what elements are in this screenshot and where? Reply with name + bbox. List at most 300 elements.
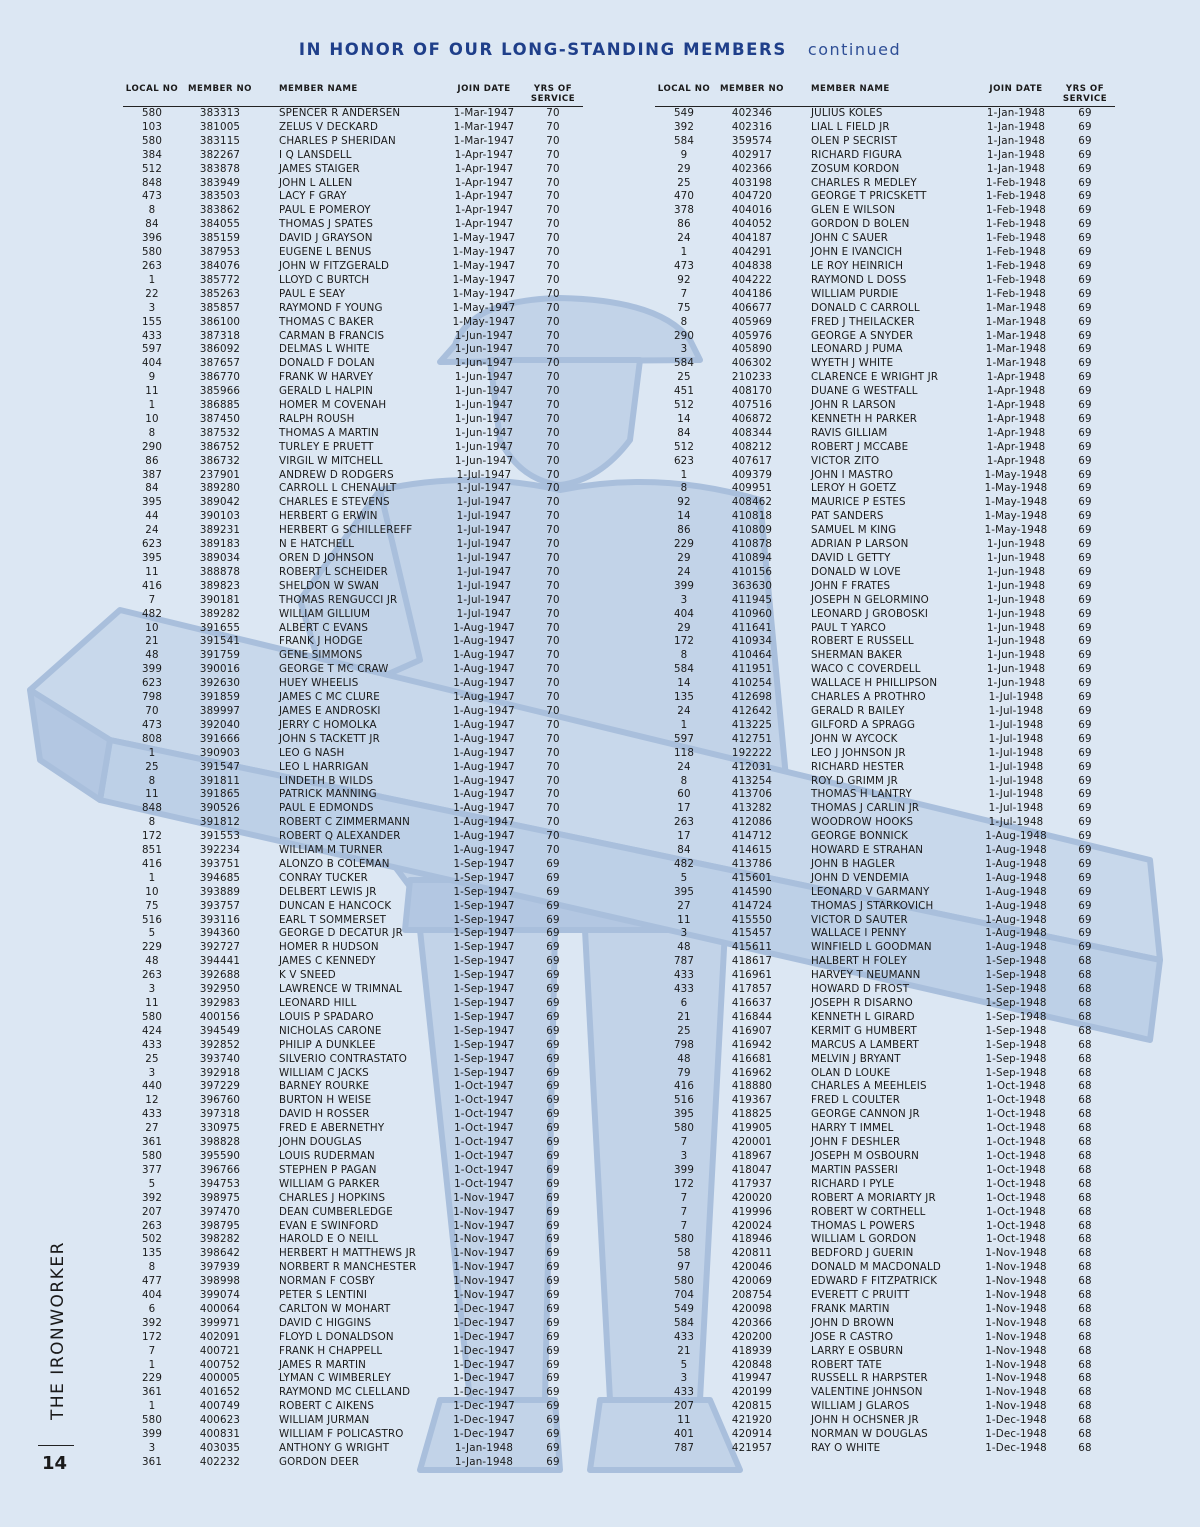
years-of-service-cell: 69 [546, 983, 560, 996]
member-name-cell: ALBERT C EVANS [279, 621, 369, 634]
member-no-cell: 390181 [199, 593, 241, 606]
member-no-cell: 420914 [731, 1428, 773, 1441]
local-no-cell: 48 [677, 941, 691, 954]
years-of-service-cell: 70 [546, 454, 560, 467]
years-of-service-cell: 69 [1078, 259, 1092, 272]
member-no-cell: 414590 [731, 885, 773, 898]
table-row [655, 608, 1115, 622]
years-of-service-cell: 69 [546, 885, 560, 898]
local-no-cell: 361 [141, 1386, 163, 1399]
local-no-cell: 451 [673, 385, 695, 398]
member-no-cell: 389183 [199, 538, 241, 551]
years-of-service-cell: 70 [546, 732, 560, 745]
member-name-cell: LEROY H GOETZ [811, 482, 897, 495]
local-no-cell: 482 [673, 857, 695, 870]
local-no-cell: 24 [677, 760, 691, 773]
member-name-cell: FRANK J HODGE [279, 635, 363, 648]
member-name-cell: JAMES STAIGER [279, 162, 360, 175]
member-name-cell: JOSEPH N GELORMINO [811, 593, 929, 606]
years-of-service-cell: 68 [1078, 1442, 1092, 1454]
member-name-cell: JOHN S TACKETT JR [279, 732, 380, 745]
join-date-cell: 1-Oct-1948 [986, 1122, 1046, 1135]
continued-label: continued [807, 40, 902, 59]
member-name-cell: CLARENCE E WRIGHT JR [811, 371, 939, 384]
local-no-cell: 7 [680, 287, 688, 300]
table-row [123, 190, 583, 204]
join-date-cell: 1-May-1947 [452, 273, 516, 286]
table-row [655, 1303, 1115, 1317]
local-no-cell: 549 [673, 1302, 695, 1315]
join-date-cell: 1-Dec-1947 [453, 1428, 515, 1441]
join-date-cell: 1-Oct-1947 [454, 1149, 514, 1162]
member-no-cell: 403198 [731, 176, 773, 189]
table-row [655, 1178, 1115, 1192]
local-no-cell: 60 [677, 788, 691, 801]
local-no-cell: 384 [141, 148, 163, 161]
years-of-service-cell: 69 [546, 969, 560, 982]
table-row [655, 482, 1115, 496]
local-no-cell: 290 [673, 329, 695, 342]
member-name-cell: GEORGE BONNICK [811, 830, 908, 843]
local-no-cell: 623 [673, 454, 695, 467]
table-row [123, 927, 583, 941]
local-no-cell: 387 [141, 468, 163, 481]
table-row [655, 1220, 1115, 1234]
join-date-cell: 1-Jan-1948 [986, 162, 1046, 175]
join-date-cell: 1-Jan-1948 [454, 1455, 514, 1468]
local-no-cell: 798 [673, 1038, 695, 1051]
member-no-cell: 393889 [199, 885, 241, 898]
member-no-cell: 398642 [199, 1247, 241, 1260]
member-name-cell: NORBERT R MANCHESTER [279, 1261, 417, 1274]
table-row [123, 274, 583, 288]
years-of-service-cell: 69 [1078, 148, 1092, 161]
years-of-service-cell: 69 [1078, 162, 1092, 175]
member-name-cell: OREN D JOHNSON [279, 552, 374, 564]
years-of-service-cell: 69 [1078, 552, 1092, 564]
member-name-cell: JOHN L ALLEN [279, 176, 353, 189]
member-name-cell: PATRICK MANNING [279, 788, 377, 801]
table-row [123, 496, 583, 510]
divider [38, 1445, 74, 1446]
join-date-cell: 1-Oct-1948 [986, 1080, 1046, 1093]
table-row [655, 677, 1115, 691]
years-of-service-cell: 69 [546, 1080, 560, 1093]
member-name-cell: I Q LANSDELL [279, 148, 352, 161]
table-row [123, 524, 583, 538]
table-row [655, 830, 1115, 844]
years-of-service-cell: 68 [1078, 1219, 1092, 1232]
member-no-cell: 394549 [199, 1024, 241, 1037]
table-row [123, 1150, 583, 1164]
join-date-cell: 1-Jul-1948 [988, 746, 1044, 759]
member-no-cell: 391553 [199, 830, 241, 843]
local-no-cell: 207 [141, 1205, 163, 1218]
member-no-cell: 386092 [199, 343, 241, 356]
table-row [123, 1386, 583, 1400]
member-no-cell: 419996 [731, 1205, 773, 1218]
member-no-cell: 410894 [731, 552, 773, 564]
years-of-service-cell: 70 [546, 120, 560, 133]
table-row [655, 747, 1115, 761]
join-date-cell: 1-Apr-1948 [986, 454, 1046, 467]
years-of-service-cell: 68 [1078, 1316, 1092, 1329]
table-row [655, 385, 1115, 399]
years-of-service-cell: 68 [1078, 1108, 1092, 1121]
join-date-cell: 1-May-1948 [984, 510, 1048, 523]
local-no-cell: 396 [141, 232, 163, 245]
member-name-cell: VIRGIL W MITCHELL [279, 454, 383, 467]
join-date-cell: 1-May-1947 [452, 301, 516, 314]
member-no-cell: 418967 [731, 1149, 773, 1162]
table-row [123, 900, 583, 914]
local-no-cell: 263 [673, 816, 695, 829]
member-name-cell: GORDON DEER [279, 1455, 359, 1468]
years-of-service-cell: 69 [1078, 412, 1092, 425]
member-no-cell: 405969 [731, 315, 773, 328]
local-no-cell: 3 [148, 1442, 156, 1454]
years-of-service-cell: 69 [1078, 802, 1092, 815]
local-no-cell: 704 [673, 1289, 695, 1302]
table-row [123, 177, 583, 191]
local-no-cell: 8 [148, 426, 156, 439]
join-date-cell: 1-Sep-1947 [453, 983, 515, 996]
member-name-cell: RAY O WHITE [811, 1442, 881, 1454]
years-of-service-cell: 69 [1078, 732, 1092, 745]
join-date-cell: 1-Sep-1948 [985, 1010, 1047, 1023]
member-name-cell: FLOYD L DONALDSON [279, 1330, 394, 1343]
member-name-cell: EVERETT C PRUITT [811, 1289, 910, 1302]
years-of-service-cell: 69 [546, 1428, 560, 1441]
member-no-cell: 389997 [199, 704, 241, 717]
join-date-cell: 1-Sep-1947 [453, 927, 515, 940]
join-date-cell: 1-Jul-1947 [456, 607, 512, 620]
member-no-cell: 394441 [199, 955, 241, 968]
years-of-service-cell: 70 [546, 704, 560, 717]
join-date-cell: 1-May-1948 [984, 482, 1048, 495]
join-date-cell: 1-Dec-1947 [453, 1358, 515, 1371]
member-name-cell: JOHN DOUGLAS [279, 1136, 362, 1149]
join-date-cell: 1-Aug-1947 [453, 760, 515, 773]
member-name-cell: WALLACE I PENNY [811, 927, 907, 940]
member-name-cell: ZELUS V DECKARD [279, 120, 379, 133]
member-name-cell: LOUIS RUDERMAN [279, 1149, 375, 1162]
join-date-cell: 1-Jun-1947 [454, 329, 514, 342]
local-no-cell: 433 [673, 969, 695, 982]
years-of-service-cell: 70 [546, 496, 560, 509]
years-of-service-cell: 69 [546, 1289, 560, 1302]
local-no-cell: 11 [145, 565, 159, 578]
table-row [123, 302, 583, 316]
join-date-cell: 1-Mar-1948 [985, 343, 1047, 356]
member-no-cell: 385857 [199, 301, 241, 314]
member-no-cell: 386885 [199, 399, 241, 412]
years-of-service-cell: 69 [1078, 830, 1092, 843]
member-no-cell: 387657 [199, 357, 241, 370]
member-name-cell: JOHN W FITZGERALD [279, 259, 390, 272]
local-no-cell: 8 [148, 816, 156, 829]
join-date-cell: 1-Jan-1948 [986, 148, 1046, 161]
local-no-cell: 399 [141, 1428, 163, 1441]
years-of-service-cell: 69 [546, 1261, 560, 1274]
years-of-service-cell: 69 [546, 1122, 560, 1135]
member-no-cell: 237901 [199, 468, 241, 481]
join-date-cell: 1-Sep-1947 [453, 885, 515, 898]
table-row [655, 1011, 1115, 1025]
member-name-cell: SPENCER R ANDERSEN [279, 107, 401, 119]
member-name-cell: WOODROW HOOKS [811, 816, 914, 829]
table-row [655, 538, 1115, 552]
years-of-service-cell: 68 [1078, 1052, 1092, 1065]
member-no-cell: 397939 [199, 1261, 241, 1274]
local-no-cell: 549 [673, 107, 695, 119]
local-no-cell: 11 [677, 913, 691, 926]
member-name-cell: N E HATCHELL [279, 538, 355, 551]
local-no-cell: 470 [673, 190, 695, 203]
join-date-cell: 1-Nov-1948 [985, 1289, 1047, 1302]
join-date-cell: 1-Dec-1948 [985, 1428, 1047, 1441]
local-no-cell: 597 [673, 732, 695, 745]
member-name-cell: THOMAS J CARLIN JR [811, 802, 920, 815]
join-date-cell: 1-Nov-1947 [453, 1191, 515, 1204]
join-date-cell: 1-Jul-1947 [456, 496, 512, 509]
local-no-cell: 395 [141, 496, 163, 509]
local-no-cell: 10 [145, 412, 159, 425]
join-date-cell: 1-Nov-1947 [453, 1275, 515, 1288]
table-row [123, 844, 583, 858]
join-date-cell: 1-Mar-1948 [985, 357, 1047, 370]
table-row [123, 385, 583, 399]
join-date-cell: 1-Aug-1948 [985, 927, 1047, 940]
member-name-cell: WILLIAM J GLAROS [811, 1400, 910, 1413]
table-row [655, 1094, 1115, 1108]
member-no-cell: 386752 [199, 440, 241, 453]
member-name-cell: HUEY WHEELIS [279, 677, 359, 690]
table-row [123, 1428, 583, 1442]
years-of-service-cell: 70 [546, 746, 560, 759]
member-no-cell: 391541 [199, 635, 241, 648]
member-name-cell: LEONARD J PUMA [811, 343, 903, 356]
local-no-cell: 416 [141, 857, 163, 870]
table-row [123, 1122, 583, 1136]
join-date-cell: 1-May-1947 [452, 259, 516, 272]
member-no-cell: 390016 [199, 663, 241, 676]
member-no-cell: 396760 [199, 1094, 241, 1107]
join-date-cell: 1-Feb-1948 [986, 273, 1046, 286]
local-no-cell: 8 [680, 649, 688, 662]
local-no-cell: 584 [673, 357, 695, 370]
local-no-cell: 516 [673, 1094, 695, 1107]
member-no-cell: 404222 [731, 273, 773, 286]
table-row [123, 802, 583, 816]
local-no-cell: 392 [673, 120, 695, 133]
join-date-cell: 1-Mar-1947 [453, 107, 515, 119]
years-of-service-cell: 68 [1078, 983, 1092, 996]
member-name-cell: LEONARD V GARMANY [811, 885, 930, 898]
join-date-cell: 1-Aug-1947 [453, 718, 515, 731]
table-row [655, 316, 1115, 330]
member-no-cell: 402232 [199, 1455, 241, 1468]
table-row [123, 580, 583, 594]
member-name-cell: DEAN CUMBERLEDGE [279, 1205, 393, 1218]
member-no-cell: 392630 [199, 677, 241, 690]
join-date-cell: 1-Feb-1948 [986, 176, 1046, 189]
member-no-cell: 390526 [199, 802, 241, 815]
local-no-cell: 14 [677, 412, 691, 425]
table-row [123, 135, 583, 149]
member-no-cell: 400005 [199, 1372, 241, 1385]
local-no-cell: 1 [148, 871, 156, 884]
local-no-cell: 24 [677, 704, 691, 717]
join-date-cell: 1-Sep-1947 [453, 941, 515, 954]
local-no-cell: 416 [141, 579, 163, 592]
local-no-cell: 9 [680, 148, 688, 161]
join-date-cell: 1-Aug-1947 [453, 704, 515, 717]
member-name-cell: RAVIS GILLIAM [811, 426, 888, 439]
member-name-cell: KERMIT G HUMBERT [811, 1024, 917, 1037]
years-of-service-cell: 69 [546, 997, 560, 1009]
table-row [655, 455, 1115, 469]
local-no-cell: 8 [148, 1261, 156, 1274]
years-of-service-cell: 69 [1078, 774, 1092, 787]
member-name-cell: STEPHEN P PAGAN [279, 1163, 377, 1176]
member-no-cell: 391811 [199, 774, 241, 787]
member-no-cell: 408212 [731, 440, 773, 453]
table-row [123, 886, 583, 900]
member-name-cell: K V SNEED [279, 969, 336, 982]
years-of-service-cell: 70 [546, 816, 560, 829]
member-name-cell: JOHN C SAUER [811, 232, 889, 245]
local-no-cell: 623 [141, 677, 163, 690]
local-no-cell: 580 [673, 1233, 695, 1246]
table-row [655, 1192, 1115, 1206]
join-date-cell: 1-May-1948 [984, 468, 1048, 481]
member-name-cell: CARMAN B FRANCIS [279, 329, 385, 342]
years-of-service-cell: 69 [1078, 232, 1092, 245]
member-no-cell: 416681 [731, 1052, 773, 1065]
join-date-cell: 1-Sep-1948 [985, 1024, 1047, 1037]
local-no-cell: 440 [141, 1080, 163, 1093]
join-date-cell: 1-Oct-1947 [454, 1080, 514, 1093]
member-name-cell: ROBERT TATE [811, 1358, 882, 1371]
table-row [655, 969, 1115, 983]
members-table-left [123, 84, 583, 1470]
table-row [655, 302, 1115, 316]
local-no-cell: 24 [145, 524, 159, 537]
join-date-cell: 1-Jan-1948 [986, 107, 1046, 119]
member-no-cell: 410960 [731, 607, 773, 620]
join-date-cell: 1-Aug-1948 [985, 899, 1047, 912]
join-date-cell: 1-Dec-1947 [453, 1386, 515, 1399]
local-no-cell: 22 [145, 287, 159, 300]
member-name-cell: LEONARD J GROBOSKI [811, 607, 929, 620]
member-name-cell: VICTOR D SAUTER [811, 913, 908, 926]
local-no-cell: 433 [141, 1108, 163, 1121]
join-date-cell: 1-Sep-1947 [453, 1024, 515, 1037]
years-of-service-cell: 69 [546, 1344, 560, 1357]
member-no-cell: 383503 [199, 190, 241, 203]
local-no-cell: 798 [141, 691, 163, 704]
member-no-cell: 416961 [731, 969, 773, 982]
member-name-cell: GERALD R BAILEY [811, 704, 905, 717]
local-no-cell: 399 [673, 579, 695, 592]
member-name-cell: WILLIAM G PARKER [279, 1177, 380, 1190]
join-date-cell: 1-May-1948 [984, 524, 1048, 537]
table-row [123, 1303, 583, 1317]
table-row [123, 816, 583, 830]
join-date-cell: 1-Jul-1948 [988, 802, 1044, 815]
table-row [655, 218, 1115, 232]
member-name-cell: PAUL T YARCO [811, 621, 886, 634]
table-row [123, 107, 583, 121]
member-no-cell: 394360 [199, 927, 241, 940]
member-no-cell: 381005 [199, 120, 241, 133]
join-date-cell: 1-Aug-1947 [453, 691, 515, 704]
member-name-cell: JOHN W AYCOCK [811, 732, 898, 745]
member-name-cell: VALENTINE JOHNSON [811, 1386, 923, 1399]
local-no-cell: 97 [677, 1261, 691, 1274]
join-date-cell: 1-Aug-1947 [453, 621, 515, 634]
member-no-cell: 402091 [199, 1330, 241, 1343]
years-of-service-cell: 68 [1078, 1428, 1092, 1441]
page-title: IN HONOR OF OUR LONG-STANDING MEMBERS [298, 40, 787, 59]
member-no-cell: 420200 [731, 1330, 773, 1343]
years-of-service-cell: 69 [546, 1442, 560, 1454]
years-of-service-cell: 69 [546, 1149, 560, 1162]
join-date-cell: 1-Oct-1947 [454, 1094, 514, 1107]
table-row [655, 552, 1115, 566]
join-date-cell: 1-Nov-1947 [453, 1289, 515, 1302]
member-name-cell: MARCUS A LAMBERT [811, 1038, 919, 1051]
col-header-join-date: JOIN DATE [989, 84, 1043, 94]
member-no-cell: 398282 [199, 1233, 241, 1246]
table-row [655, 1372, 1115, 1386]
table-row [123, 357, 583, 371]
local-no-cell: 512 [141, 162, 163, 175]
table-row [655, 858, 1115, 872]
member-name-cell: ROBERT C AIKENS [279, 1400, 375, 1413]
local-no-cell: 10 [145, 621, 159, 634]
member-name-cell: HERBERT G SCHILLEREFF [279, 524, 413, 537]
join-date-cell: 1-Jun-1947 [454, 399, 514, 412]
local-no-cell: 584 [673, 1316, 695, 1329]
join-date-cell: 1-Sep-1948 [985, 1038, 1047, 1051]
join-date-cell: 1-Sep-1948 [985, 955, 1047, 968]
member-no-cell: 359574 [731, 134, 773, 147]
local-no-cell: 44 [145, 510, 159, 523]
years-of-service-cell: 69 [1078, 663, 1092, 676]
local-no-cell: 92 [677, 496, 691, 509]
member-name-cell: OLAN D LOUKE [811, 1066, 891, 1079]
member-no-cell: 410934 [731, 635, 773, 648]
years-of-service-cell: 69 [1078, 120, 1092, 133]
table-row [123, 830, 583, 844]
local-no-cell: 584 [673, 663, 695, 676]
years-of-service-cell: 69 [546, 1010, 560, 1023]
member-name-cell: THOMAS J STARKOVICH [811, 899, 934, 912]
table-row [655, 524, 1115, 538]
member-no-cell: 400749 [199, 1400, 241, 1413]
table-row [123, 1220, 583, 1234]
member-name-cell: LEONARD HILL [279, 997, 357, 1009]
table-row [655, 1122, 1115, 1136]
member-no-cell: 420020 [731, 1191, 773, 1204]
years-of-service-cell: 69 [1078, 399, 1092, 412]
years-of-service-cell: 70 [546, 232, 560, 245]
table-row [655, 1261, 1115, 1275]
years-of-service-cell: 69 [1078, 315, 1092, 328]
member-name-cell: TURLEY E PRUETT [279, 440, 374, 453]
